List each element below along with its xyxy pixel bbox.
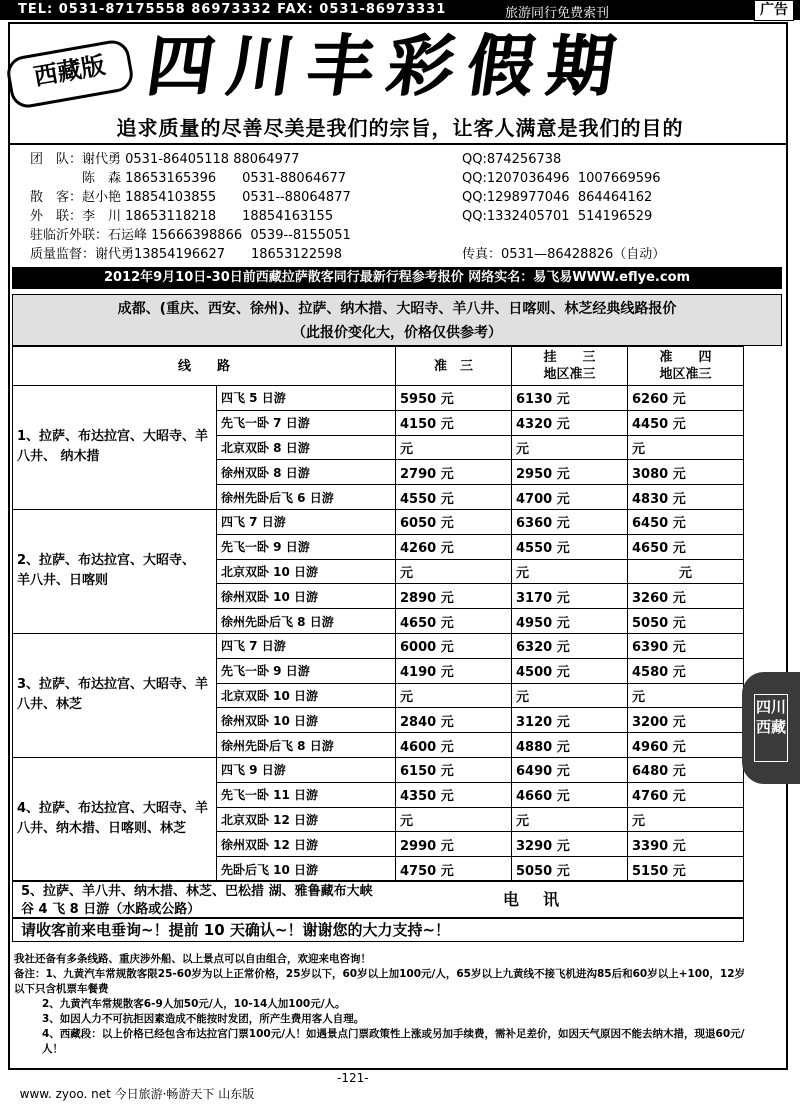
price-cell: 4190 元 bbox=[396, 658, 512, 683]
contact-row: 团 队：谢代勇 0531-86405118 88064977 bbox=[30, 152, 300, 167]
slogan: 追求质量的尽善尽美是我们的宗旨，让客人满意是我们的目的 bbox=[116, 116, 684, 140]
call-banner: 请收客前来电垂询~！提前 10 天确认~！谢谢您的大力支持~！ bbox=[12, 918, 744, 942]
route-cell: 3、拉萨、布达拉宫、大昭寺、羊八井、林芝 bbox=[13, 633, 217, 757]
itinerary-cell: 北京双卧 8 日游 bbox=[217, 435, 396, 460]
price-cell: 6260 元 bbox=[628, 386, 744, 411]
extra-route-text: 5、拉萨、羊八井、纳木措、林芝、巴松措 湖、雅鲁藏布大峡谷 4 飞 8 日游（水路或公路） bbox=[21, 884, 373, 917]
price-cell: 5950 元 bbox=[396, 386, 512, 411]
note-line: 4、西藏段：以上价格已经包含布达拉宫门票100元/人！如遇景点门票政策性上涨或另加手续费，需补足差价，如因天气原因不能去纳木措，现退60元/人！ bbox=[42, 1028, 745, 1055]
price-cell: 4550 元 bbox=[396, 485, 512, 510]
top-bar bbox=[0, 0, 800, 20]
contact-row: 质量监督：谢代勇13854196627 18653122598 bbox=[30, 247, 342, 262]
table-header-row bbox=[13, 347, 744, 386]
price-cell: 4760 元 bbox=[628, 782, 744, 807]
header-c2-line2: 地区准三 bbox=[543, 367, 596, 382]
price-cell: 6000 元 bbox=[396, 633, 512, 658]
header-c3-line2: 地区准三 bbox=[659, 367, 712, 382]
itinerary-cell: 先飞一卧 9 日游 bbox=[217, 658, 396, 683]
price-cell: 6390 元 bbox=[628, 633, 744, 658]
price-cell: 元 bbox=[512, 559, 628, 584]
route-heading-line1: 成都、(重庆、西安、徐州)、拉萨、纳木措、大昭寺、羊八井、日喀则、林芝经典线路报价 bbox=[117, 301, 677, 317]
ad-badge: 广告 bbox=[754, 0, 794, 21]
price-cell: 元 bbox=[628, 683, 744, 708]
itinerary-cell: 徐州双卧 10 日游 bbox=[217, 708, 396, 733]
footer bbox=[12, 1071, 369, 1116]
qq-row: QQ:874256738 bbox=[462, 152, 562, 167]
price-cell: 2990 元 bbox=[396, 832, 512, 857]
price-cell: 4350 元 bbox=[396, 782, 512, 807]
price-cell: 2790 元 bbox=[396, 460, 512, 485]
price-cell: 3170 元 bbox=[512, 584, 628, 609]
price-cell: 6130 元 bbox=[512, 386, 628, 411]
edition-badge: 西藏版 bbox=[4, 38, 135, 111]
price-cell: 4650 元 bbox=[628, 534, 744, 559]
price-cell: 元 bbox=[512, 435, 628, 460]
qq-row: QQ:1298977046 864464162 bbox=[462, 190, 653, 205]
route-cell: 4、拉萨、布达拉宫、大昭寺、羊八井、纳木措、日喀则、林芝 bbox=[13, 757, 217, 881]
note-line: 备注：1、九黄汽车常规散客限25-60岁为以上正常价格，25岁以下，60岁以上加100元/人，65岁以上九黄线不接飞机进沟85后和60岁以上+100，12岁以下只含机票车餐费 bbox=[14, 968, 746, 995]
itinerary-cell: 徐州先卧后飞 8 日游 bbox=[217, 733, 396, 758]
price-cell: 4580 元 bbox=[628, 658, 744, 683]
header-c3 bbox=[628, 347, 744, 386]
price-cell: 4880 元 bbox=[512, 733, 628, 758]
itinerary-cell: 先飞一卧 11 日游 bbox=[217, 782, 396, 807]
price-cell: 5050 元 bbox=[628, 609, 744, 634]
notes bbox=[14, 952, 750, 1057]
route-heading-line2: （此报价变化大，价格仅供参考） bbox=[292, 325, 502, 341]
price-cell: 5050 元 bbox=[512, 857, 628, 882]
price-cell: 3390 元 bbox=[628, 832, 744, 857]
route-cell: 2、拉萨、布达拉宫、大昭寺、 羊八井、日喀则 bbox=[13, 509, 217, 633]
price-cell: 6450 元 bbox=[628, 509, 744, 534]
footer-site: www. zyoo. net 今日旅游·畅游天下 山东版 bbox=[19, 1087, 255, 1101]
itinerary-cell: 四飞 5 日游 bbox=[217, 386, 396, 411]
price-cell: 元 bbox=[396, 683, 512, 708]
price-cell: 元 bbox=[396, 435, 512, 460]
price-cell: 元 bbox=[512, 683, 628, 708]
itinerary-cell: 先飞一卧 7 日游 bbox=[217, 410, 396, 435]
note-line: 我社还备有多条线路、重庆涉外船、以上景点可以自由组合，欢迎来电咨询！ bbox=[14, 953, 371, 965]
qq-row: QQ:1332405701 514196529 bbox=[462, 209, 653, 224]
price-cell: 3200 元 bbox=[628, 708, 744, 733]
itinerary-cell: 徐州双卧 12 日游 bbox=[217, 832, 396, 857]
price-cell: 元 bbox=[628, 559, 744, 584]
note-line: 3、如因人力不可抗拒因素造成不能按时发团，所产生费用客人自理。 bbox=[42, 1013, 365, 1025]
price-cell: 4950 元 bbox=[512, 609, 628, 634]
price-cell: 2840 元 bbox=[396, 708, 512, 733]
price-cell: 4260 元 bbox=[396, 534, 512, 559]
price-cell: 6360 元 bbox=[512, 509, 628, 534]
header-c1: 准 三 bbox=[396, 347, 512, 386]
note-line: 2、九黄汽车常规散客6-9人加50元/人，10-14人加100元/人。 bbox=[42, 998, 346, 1010]
top-contact: TEL: 0531-87175558 86973332 FAX: 0531-86973331 bbox=[18, 2, 447, 17]
contact-row: 陈 森 18653165396 0531-88064677 bbox=[30, 171, 347, 186]
header-c2 bbox=[512, 347, 628, 386]
header-route: 线 路 bbox=[13, 347, 396, 386]
price-cell: 元 bbox=[628, 435, 744, 460]
price-cell: 3080 元 bbox=[628, 460, 744, 485]
table-row bbox=[13, 386, 744, 411]
itinerary-cell: 徐州先卧后飞 8 日游 bbox=[217, 609, 396, 634]
itinerary-cell: 四飞 7 日游 bbox=[217, 633, 396, 658]
price-cell: 6490 元 bbox=[512, 757, 628, 782]
fax-row: 传真：0531—86428826（自动） bbox=[462, 247, 666, 262]
price-cell: 4650 元 bbox=[396, 609, 512, 634]
price-cell: 元 bbox=[396, 559, 512, 584]
free-label: 旅游同行免费索刊 bbox=[505, 6, 610, 21]
section-tab bbox=[742, 672, 800, 784]
price-cell: 元 bbox=[628, 807, 744, 832]
extra-route bbox=[12, 880, 744, 918]
price-cell: 4600 元 bbox=[396, 733, 512, 758]
contact-row: 散 客：赵小艳 18854103855 0531--88064877 bbox=[30, 190, 351, 205]
header-c3-line1: 准 四 bbox=[659, 350, 712, 365]
route-heading bbox=[12, 294, 782, 346]
price-cell: 6480 元 bbox=[628, 757, 744, 782]
offer-bar: 2012年9月10日-30日前西藏拉萨散客同行最新行程参考报价 网络实名：易飞易WWW.eflye.com bbox=[12, 267, 782, 289]
section-tab-label: 四川西藏 bbox=[754, 694, 788, 762]
price-cell: 元 bbox=[512, 807, 628, 832]
price-cell: 4700 元 bbox=[512, 485, 628, 510]
price-cell: 4830 元 bbox=[628, 485, 744, 510]
price-cell: 6150 元 bbox=[396, 757, 512, 782]
price-cell: 4660 元 bbox=[512, 782, 628, 807]
price-cell: 4320 元 bbox=[512, 410, 628, 435]
price-cell: 6050 元 bbox=[396, 509, 512, 534]
price-cell: 5150 元 bbox=[628, 857, 744, 882]
itinerary-cell: 徐州双卧 8 日游 bbox=[217, 460, 396, 485]
price-cell: 3290 元 bbox=[512, 832, 628, 857]
itinerary-cell: 四飞 7 日游 bbox=[217, 509, 396, 534]
contact-row: 外 联：李 川 18653118218 18854163155 bbox=[30, 209, 334, 224]
itinerary-cell: 先卧后飞 10 日游 bbox=[217, 857, 396, 882]
price-cell: 4450 元 bbox=[628, 410, 744, 435]
itinerary-cell: 北京双卧 10 日游 bbox=[217, 559, 396, 584]
route-cell: 1、拉萨、布达拉宫、大昭寺、羊八井、 纳木措 bbox=[13, 386, 217, 510]
price-cell: 3260 元 bbox=[628, 584, 744, 609]
header-c2-line1: 挂 三 bbox=[543, 350, 596, 365]
price-cell: 2890 元 bbox=[396, 584, 512, 609]
divider bbox=[10, 143, 786, 145]
price-cell: 元 bbox=[396, 807, 512, 832]
contact-row: 驻临沂外联：石运峰 15666398866 0539--8155051 bbox=[30, 228, 351, 243]
price-cell: 6320 元 bbox=[512, 633, 628, 658]
price-cell: 4500 元 bbox=[512, 658, 628, 683]
page-number: -121- bbox=[337, 1071, 369, 1085]
table-row bbox=[13, 633, 744, 658]
table-row bbox=[13, 509, 744, 534]
price-cell: 3120 元 bbox=[512, 708, 628, 733]
brand-title: 四川丰彩假期 bbox=[142, 27, 634, 105]
price-cell: 4550 元 bbox=[512, 534, 628, 559]
itinerary-cell: 徐州先卧后飞 6 日游 bbox=[217, 485, 396, 510]
price-cell: 2950 元 bbox=[512, 460, 628, 485]
price-cell: 4750 元 bbox=[396, 857, 512, 882]
telecom-label: 电讯 bbox=[503, 890, 584, 909]
price-cell: 4150 元 bbox=[396, 410, 512, 435]
itinerary-cell: 先飞一卧 9 日游 bbox=[217, 534, 396, 559]
price-cell: 4960 元 bbox=[628, 733, 744, 758]
table-row bbox=[13, 757, 744, 782]
itinerary-cell: 北京双卧 12 日游 bbox=[217, 807, 396, 832]
itinerary-cell: 徐州双卧 10 日游 bbox=[217, 584, 396, 609]
qq-row: QQ:1207036496 1007669596 bbox=[462, 171, 661, 186]
itinerary-cell: 四飞 9 日游 bbox=[217, 757, 396, 782]
price-table bbox=[12, 346, 744, 882]
itinerary-cell: 北京双卧 10 日游 bbox=[217, 683, 396, 708]
